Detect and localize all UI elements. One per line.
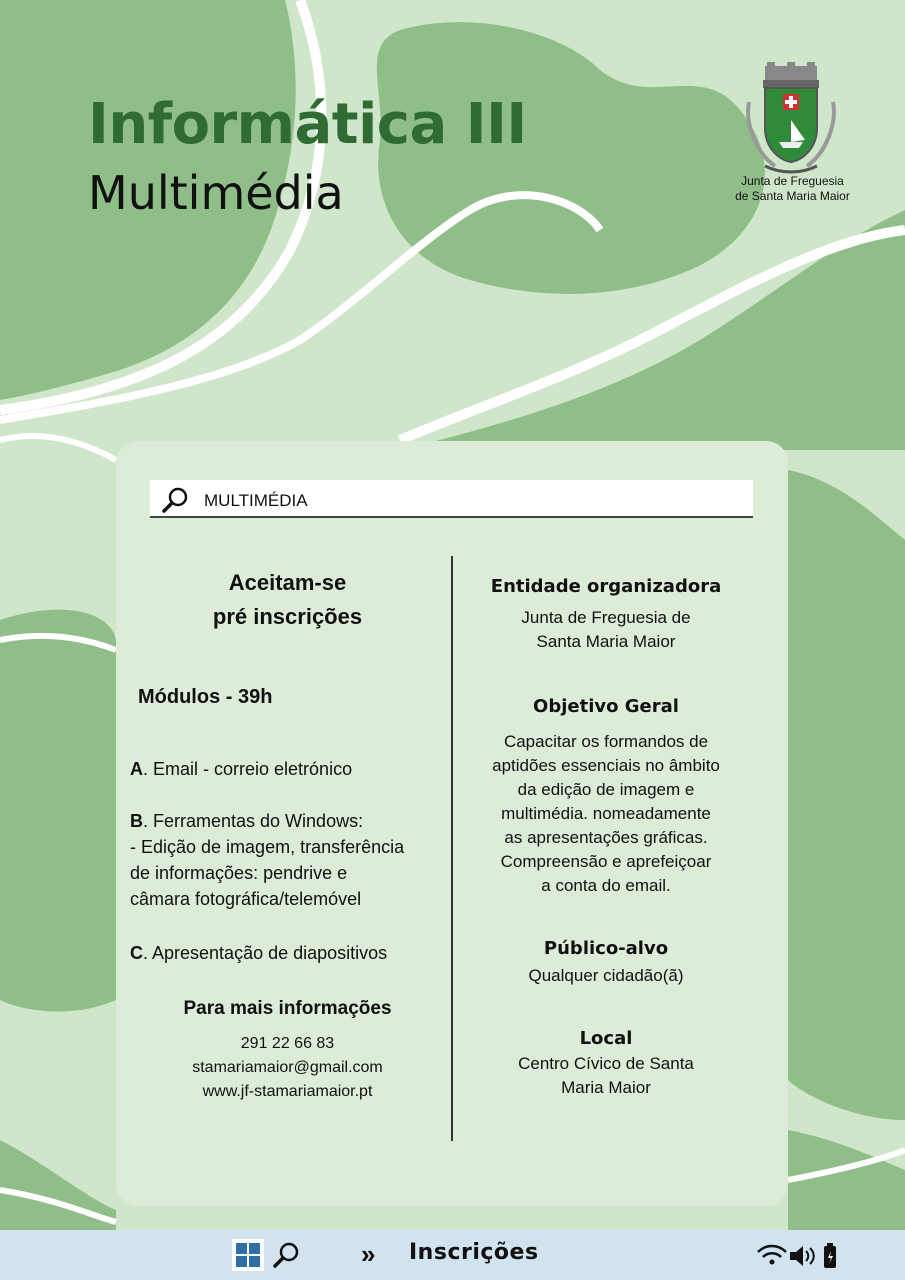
module-b [130,808,445,912]
module-b-line2: - Edição de imagem, transferência [130,837,405,857]
module-b-line4: câmara fotográfica/telemóvel [130,889,362,909]
goal-line5: as apresentações gráficas. [504,828,708,847]
registrations-label[interactable]: Inscrições [409,1240,539,1265]
module-a [130,756,445,782]
chevron-icon: » [361,1239,376,1269]
location-line2: Maria Maior [561,1078,651,1097]
volume-icon [790,1246,814,1266]
audience-heading: Público-alvo [543,938,669,959]
goal-line6: Compreensão e aprefeiçoar [500,852,712,871]
coat-of-arms-logo [745,62,837,174]
goal-line4: multimédia. nomeadamente [501,804,711,823]
location-line1: Centro Cívico de Santa [518,1054,694,1073]
goal-line2: aptidões essenciais no âmbito [492,756,720,775]
search-bar[interactable] [150,480,753,518]
organizer-heading: Entidade organizadora [490,576,722,597]
organization-caption-line2: de Santa Maria Maior [735,189,850,203]
magnifier-icon [162,486,190,514]
wifi-icon [758,1246,786,1265]
location-text [458,1052,754,1100]
organizer-text [458,606,754,654]
module-a-letter: A [130,759,143,779]
organization-caption [715,174,870,204]
location-heading: Local [579,1028,633,1049]
preregistration-line1: Aceitam-se [228,570,347,595]
goal-line7: a conta do email. [541,876,671,895]
contact-website[interactable]: www.jf-stamariamaior.pt [202,1083,373,1100]
search-icon[interactable] [271,1240,301,1270]
goal-text [458,730,754,898]
contact-email[interactable]: stamariamaior@gmail.com [192,1059,383,1076]
column-divider [451,556,453,1141]
audience-text: Qualquer cidadão(ã) [528,966,684,985]
module-c [130,940,445,966]
module-a-text: . Email - correio eletrónico [143,759,353,779]
system-tray [756,1242,842,1270]
goal-heading: Objetivo Geral [533,696,679,717]
contact-phone[interactable]: 291 22 66 83 [240,1035,335,1052]
taskbar [0,1230,905,1280]
organization-caption-line1: Junta de Freguesia [741,174,844,188]
goal-line3: da edição de imagem e [517,780,695,799]
windows-start-icon[interactable] [232,1239,264,1271]
module-b-letter: B [130,811,143,831]
module-c-text: . Apresentação de diapositivos [143,943,388,963]
modules-heading: Módulos - 39h [138,686,273,708]
organizer-line2: Santa Maria Maior [536,632,676,651]
organizer-line1: Junta de Freguesia de [521,608,691,627]
battery-icon [824,1243,836,1268]
module-b-line3: de informações: pendrive e [130,863,348,883]
preregistration-line2: pré inscrições [212,604,363,629]
preregistration-notice [130,566,445,634]
contact-details [130,1032,445,1104]
module-c-letter: C [130,943,143,963]
page-subtitle: Multimédia [88,166,344,220]
contact-heading: Para mais informações [183,998,392,1019]
goal-line1: Capacitar os formandos de [503,732,709,751]
search-bar-label: MULTIMÉDIA [204,491,308,510]
page-title: Informática III [88,92,527,157]
module-b-text: . Ferramentas do Windows: [143,811,364,831]
